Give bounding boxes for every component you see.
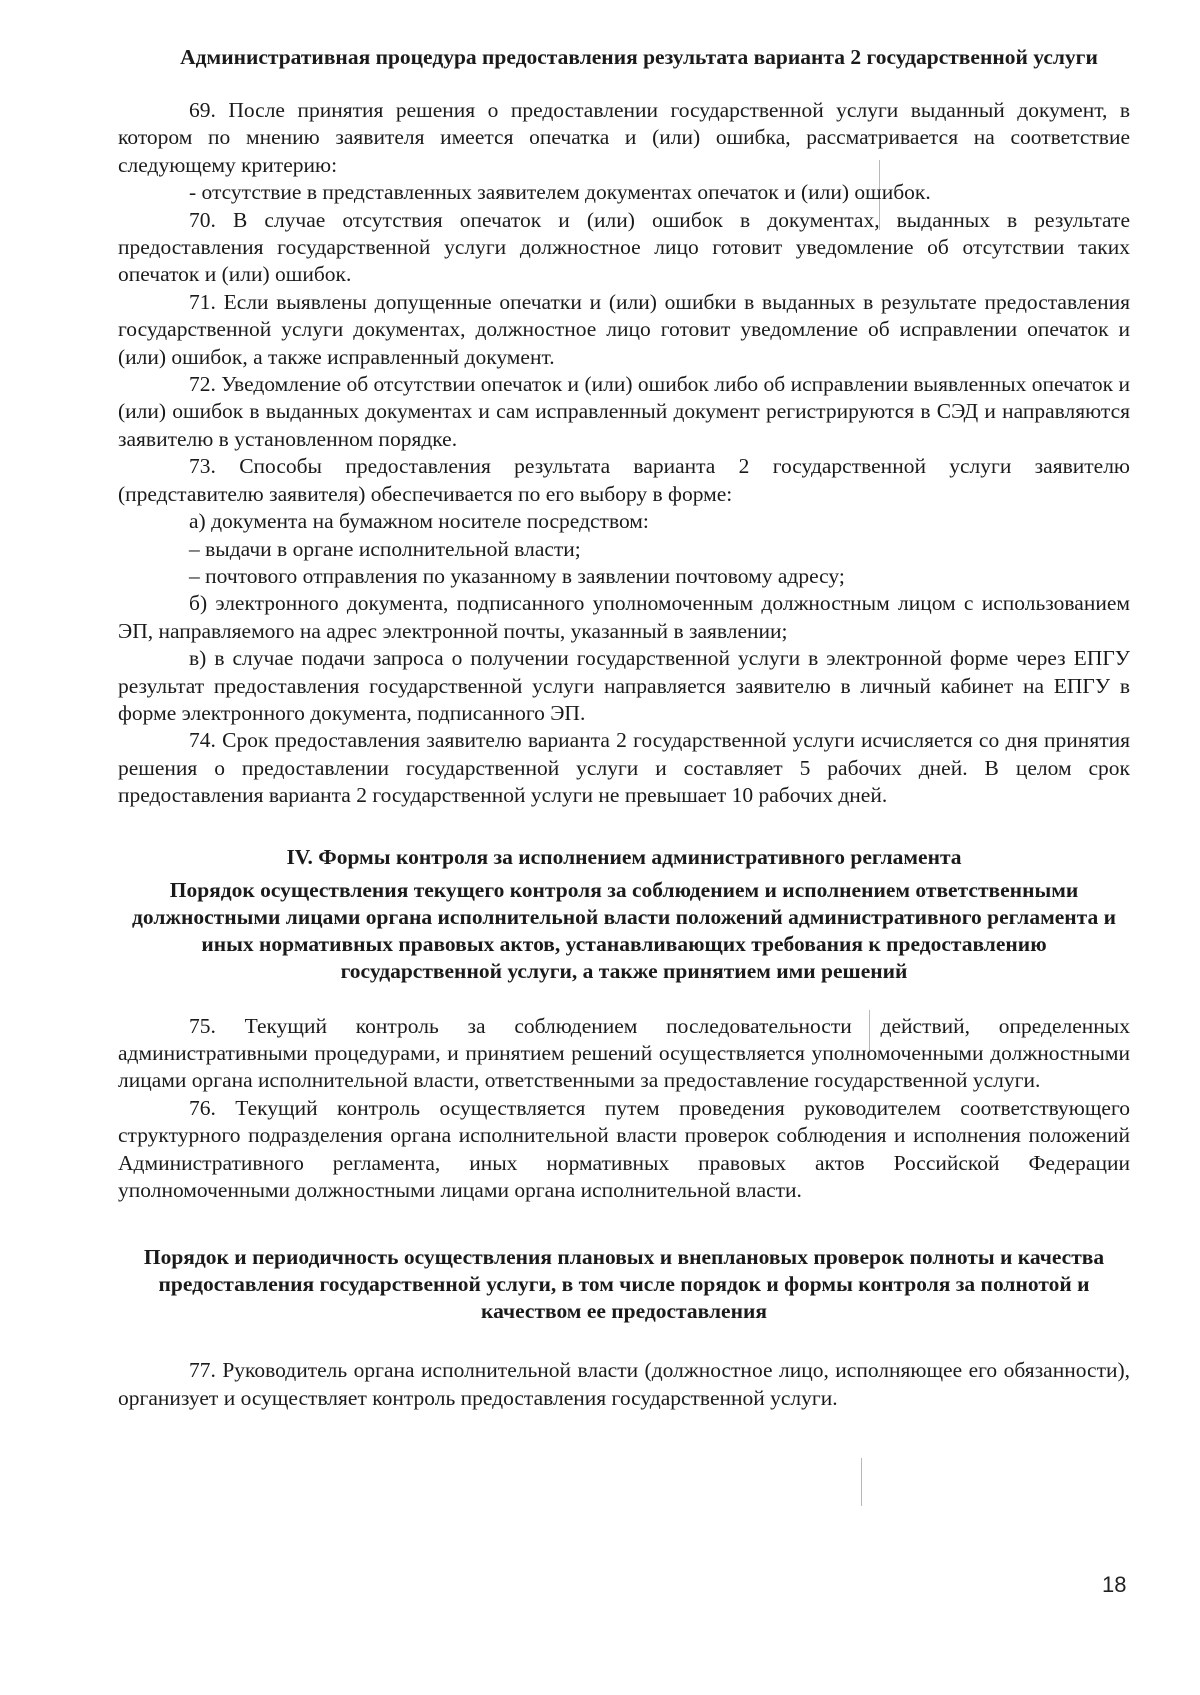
paragraph-73-a-2: – почтового отправления по указанному в заявлении почтовому адресу;	[189, 563, 845, 588]
paragraph-69: 69. После принятия решения о предоставлении государственной услуги выданный документ, в котором по мнению заявителя имеется опечатка и (или) ошибка, рассматривается на соответствие следующему критерию:	[118, 98, 1130, 177]
paragraph-70: 70. В случае отсутствия опечаток и (или) ошибок в документах, выданных в результате предоставления государственной услуги должностное лицо готовит уведомление об отсутствии таких опечаток и (или) ошибок.	[118, 207, 1130, 287]
paragraph-74: 74. Срок предоставления заявителю варианта 2 государственной услуги исчисляется со дня принятия решения о предоставлении государственной услуги и составляет 5 рабочих дней. В целом срок предоставления варианта 2 государственной услуги не превышает 10 рабочих дней.	[118, 728, 1130, 808]
paragraph-73-b: б) электронного документа, подписанного уполномоченным должностным лицом с использованием ЭП, направляемого на адрес электронной почты, указанный в заявлении;	[118, 591, 1130, 643]
paragraph-73-a-1: – выдачи в органе исполнительной власти;	[189, 536, 581, 561]
paragraph-69-criterion: - отсутствие в представленных заявителем документах опечаток и (или) ошибок.	[189, 180, 931, 205]
paragraphs-block-c	[118, 1357, 1130, 1412]
paragraph-73-c: в) в случае подачи запроса о получении государственной услуги в электронной форме через ЕПГУ результат предоставления государственной услуги направляется заявителю в личный кабинет на ЕПГУ в форме электронного документа, подписанного ЭП.	[118, 646, 1130, 725]
subheading-inspections: Порядок и периодичность осуществления плановых и внеплановых проверок полноты и качества предоставления государственной услуги, в том числе порядок и формы контроля за полнотой и качеством ее предоставления	[143, 1245, 1105, 1324]
section-title: IV. Формы контроля за исполнением административного регламента	[286, 844, 962, 869]
paragraphs-block-b	[118, 1013, 1130, 1205]
paragraph-73-a: а) документа на бумажном носителе посредством:	[189, 509, 649, 534]
paragraph-75: 75. Текущий контроль за соблюдением последовательности действий, определенных административными процедурами, и принятием решений осуществляется уполномоченными должностными лицами органа исполнительной власти, ответственными за предоставление государственной услуги.	[118, 1013, 1130, 1093]
document-body	[118, 44, 1130, 1412]
page-number: 18	[1102, 1572, 1127, 1597]
paragraph-72: 72. Уведомление об отсутствии опечаток и (или) ошибок либо об исправлении выявленных опечаток и (или) ошибок в выданных документах и сам исправленный документ регистрируются в СЭД и направляются заявителю в установленном порядке.	[118, 372, 1130, 451]
procedure-heading: Административная процедура предоставления результата варианта 2 государственной услуги	[180, 45, 1098, 69]
scan-artifact-line	[861, 1458, 862, 1506]
paragraph-71: 71. Если выявлены допущенные опечатки и (или) ошибки в выданных в результате предоставления государственной услуги документах, должностное лицо готовит уведомление об исправлении опечаток и (или) ошибок, а также исправленный документ.	[118, 289, 1130, 369]
paragraph-73: 73. Способы предоставления результата варианта 2 государственной услуги заявителю (представителю заявителя) обеспечивается по его выбору в форме:	[118, 454, 1130, 506]
paragraph-76: 76. Текущий контроль осуществляется путем проведения руководителем соответствующего структурного подразделения органа исполнительной власти проверок соблюдения и исполнения положений Административного регламента, иных нормативных правовых актов Российской Федерации уполномоченными должностными лицами органа исполнительной власти.	[118, 1095, 1130, 1202]
paragraph-77: 77. Руководитель органа исполнительной власти (должностное лицо, исполняющее его обязанности), организует и осуществляет контроль предоставления государственной услуги.	[118, 1358, 1130, 1410]
paragraphs-block-a	[118, 97, 1130, 810]
subheading-current-control: Порядок осуществления текущего контроля за соблюдением и исполнением ответственными должностными лицами органа исполнительной власти положений административного регламента и иных нормативных правовых актов, устанавливающих требования к предоставлению государственной услуги, а также принятием ими решений	[131, 877, 1117, 983]
